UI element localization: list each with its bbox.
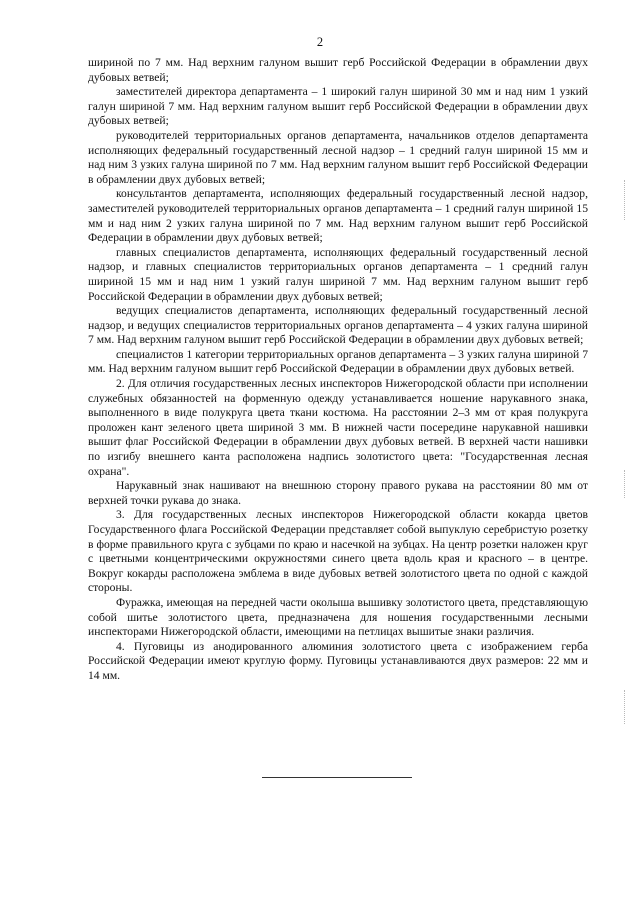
document-body — [88, 56, 588, 684]
paragraph-sleeve-badge-placement: Нарукавный знак нашивают на внешнюю сторону правого рукава на расстоянии 80 мм от верхней точки рукава до знака. — [88, 479, 588, 507]
paragraph-chief-specialists: главных специалистов департамента, исполняющих федеральный государственный лесной надзор, и главных специалистов территориальных органов департамента – 1 средний галун шириной 15 мм и над ним 1 узкий галун шириной 7 мм. Над верхним галуном вышит герб Российской Федерации в обрамлении двух дубовых ветвей; — [88, 245, 588, 303]
paragraph-continuation: шириной по 7 мм. Над верхним галуном вышит герб Российской Федерации в обрамлении двух дубовых ветвей; — [88, 56, 588, 84]
paragraph-leading-specialists: ведущих специалистов департамента, исполняющих федеральный государственный лесной надзор, и ведущих специалистов территориальных органов департамента – 4 узких галуна шириной 7 мм. Над верхним галуном вышит герб Российской Федерации в обрамлении двух дубовых ветвей; — [88, 304, 588, 347]
paragraph-item-4-buttons: 4. Пуговицы из анодированного алюминия золотистого цвета с изображением герба Российской Федерации имеют круглую форму. Пуговицы устанавливаются двух размеров: 22 мм и 14 мм. — [88, 639, 588, 682]
closing-rule — [262, 777, 412, 778]
paragraph-territorial-heads: руководителей территориальных органов департамента, начальников отделов департамента исполняющих федеральный государственный лесной надзор – 1 средний галун шириной 15 мм и над ним 3 узких галуна шириной по 7 мм. Над верхним галуном вышит герб Российской Федерации в обрамлении двух дубовых ветвей; — [88, 128, 588, 186]
paragraph-cap: Фуражка, имеющая на передней части околыша вышивку золотистого цвета, представляющую собой шитье золотистого цвета, предназначена для ношения государственными лесными инспекторами Нижегородской области, имеющими на петлицах вышитые знаки различия. — [88, 595, 588, 639]
paragraph-item-3-cockade: 3. Для государственных лесных инспекторов Нижегородской области кокарда цветов Государственного флага Российской Федерации представляет собой выпуклую серебристую розетку в форме правильного круга с зубцами по краю и насечкой на зубцах. На центр розетки наложен круг с цветными концентрическими окружностями синего цвета вдоль края и красного – в центре. Вокруг кокарды расположена эмблема в виде дубовых ветвей золотистого цвета по одной с каждой стороны. — [88, 508, 588, 595]
paragraph-consultants: консультантов департамента, исполняющих федеральный государственный лесной надзор, заместителей руководителей территориальных органов департамента – 1 средний галун шириной 15 мм и над ним 2 узких галуна шириной по 7 мм. Над верхним галуном вышит герб Российской Федерации в обрамлении двух дубовых ветвей; — [88, 187, 588, 245]
scan-edge-mark — [624, 180, 625, 220]
page-number: 2 — [316, 35, 324, 49]
paragraph-deputy-directors: заместителей директора департамента – 1 широкий галун шириной 30 мм и над ним 1 узкий галун шириной 7 мм. Над верхним галуном вышит герб Российской Федерации в обрамлении двух дубовых ветвей; — [88, 85, 588, 128]
paragraph-item-2-sleeve-badge: 2. Для отличия государственных лесных инспекторов Нижегородской области при исполнении служебных обязанностей на форменную одежду устанавливается ношение нарукавного знака, выполненного в виде полукруга цвета ткани костюма. На расстоянии 2–3 мм от края полукруга проложен кант зеленого цвета шириной 3 мм. В нижней части посередине нарукавной нашивки вышит флаг Российской Федерации в обрамлении двух дубовых ветвей. В верхней части нашивки по изгибу внешнего канта расположена надпись золотистого цвета: "Государственная лесная охрана". — [88, 377, 588, 478]
paragraph-category-1-specialists: специалистов 1 категории территориальных органов департамента – 3 узких галуна шириной 7 мм. Над верхним галуном вышит герб Российской Федерации в обрамлении двух дубовых ветвей. — [88, 347, 588, 376]
scan-edge-mark — [624, 690, 625, 724]
scan-edge-mark — [624, 470, 625, 498]
